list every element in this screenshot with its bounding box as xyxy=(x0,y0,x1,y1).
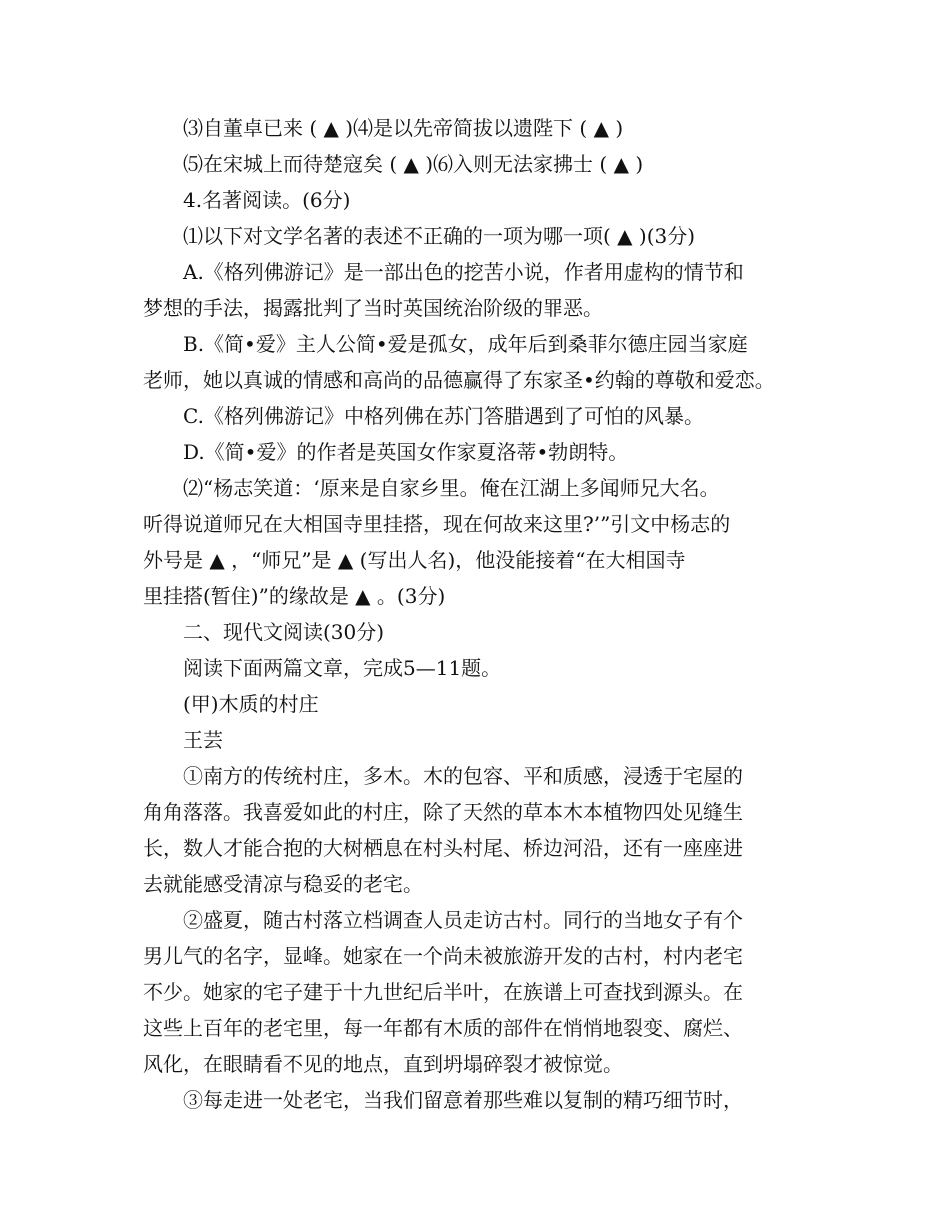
text-line xyxy=(0,578,950,614)
line-text: C.《格列佛游记》中格列佛在苏门答腊遇到了可怕的风暴。 xyxy=(183,404,704,428)
text-line xyxy=(0,398,950,434)
text-line xyxy=(0,794,950,830)
line-text: 梦想的手法，揭露批判了当时英国统治阶级的罪恶。 xyxy=(143,296,603,320)
line-text: 阅读下面两篇文章，完成5—11题。 xyxy=(183,656,502,680)
line-text: D.《简•爱》的作者是英国女作家夏洛蒂•勃朗特。 xyxy=(183,440,629,464)
article-title xyxy=(0,686,950,722)
text-line xyxy=(0,506,950,542)
text-line xyxy=(0,470,950,506)
text-line xyxy=(0,902,950,938)
line-text: 老师，她以真诚的情感和高尚的品德赢得了东家圣•约翰的尊敬和爱恋。 xyxy=(143,368,775,392)
line-text: 4.名著阅读。(6分) xyxy=(183,188,351,212)
text-line xyxy=(0,218,950,254)
text-line xyxy=(0,434,950,470)
text-line xyxy=(0,254,950,290)
line-text: 外号是 ▲ ，“师兄”是 ▲ (写出人名)，他没能接着“在大相国寺 xyxy=(143,548,686,572)
text-line xyxy=(0,290,950,326)
text-line xyxy=(0,182,950,218)
text-line xyxy=(0,1046,950,1082)
text-line xyxy=(0,1082,950,1118)
line-text: (甲)木质的村庄 xyxy=(183,692,319,716)
text-line xyxy=(0,830,950,866)
text-line xyxy=(0,650,950,686)
text-line xyxy=(0,938,950,974)
line-text: 听得说道师兄在大相国寺里挂搭，现在何故来这里?’”引文中杨志的 xyxy=(143,512,731,536)
line-text: ②盛夏，随古村落立档调查人员走访古村。同行的当地女子有个 xyxy=(183,908,743,932)
line-text: ⑸在宋城上而待楚寇矣 ( ▲ )⑹入则无法家拂士 ( ▲ ) xyxy=(183,152,644,176)
line-text: 不少。她家的宅子建于十九世纪后半叶，在族谱上可查找到源头。在 xyxy=(143,980,743,1004)
line-text: ⑵“杨志笑道：‘原来是自家乡里。俺在江湖上多闻师兄大名。 xyxy=(183,476,720,500)
text-line xyxy=(0,542,950,578)
line-text: 去就能感受清凉与稳妥的老宅。 xyxy=(143,872,423,896)
text-line xyxy=(0,758,950,794)
line-text: 长，数人才能合抱的大树栖息在村头村尾、桥边河沿，还有一座座进 xyxy=(143,836,743,860)
line-text: ⑶自董卓已来 ( ▲ )⑷是以先帝简拔以遗陛下 ( ▲ ) xyxy=(183,116,624,140)
article-author xyxy=(0,722,950,758)
text-line xyxy=(0,146,950,182)
line-text: 王芸 xyxy=(183,728,223,752)
line-text: ⑴以下对文学名著的表述不正确的一项为哪一项( ▲ )(3分) xyxy=(183,224,696,248)
line-text: B.《简•爱》主人公简•爱是孤女，成年后到桑菲尔德庄园当家庭 xyxy=(183,332,748,356)
line-text: ③每走进一处老宅，当我们留意着那些难以复制的精巧细节时， xyxy=(183,1088,743,1112)
section-heading xyxy=(0,614,950,650)
document-page xyxy=(0,110,950,1118)
text-line xyxy=(0,866,950,902)
line-text: 这些上百年的老宅里，每一年都有木质的部件在悄悄地裂变、腐烂、 xyxy=(143,1016,743,1040)
line-text: 角角落落。我喜爱如此的村庄，除了天然的草本木本植物四处见缝生 xyxy=(143,800,743,824)
line-text: 里挂搭(暂住)”的缘故是 ▲ 。(3分) xyxy=(143,584,446,608)
line-text: ①南方的传统村庄，多木。木的包容、平和质感，浸透于宅屋的 xyxy=(183,764,743,788)
line-text: 风化，在眼睛看不见的地点，直到坍塌碎裂才被惊觉。 xyxy=(143,1052,623,1076)
text-line xyxy=(0,974,950,1010)
text-line xyxy=(0,362,950,398)
text-line xyxy=(0,326,950,362)
line-text: A.《格列佛游记》是一部出色的挖苦小说，作者用虚构的情节和 xyxy=(183,260,744,284)
line-text: 男儿气的名字，显峰。她家在一个尚未被旅游开发的古村，村内老宅 xyxy=(143,944,743,968)
text-line xyxy=(0,1010,950,1046)
line-text: 二、现代文阅读(30分) xyxy=(183,620,385,644)
text-line xyxy=(0,110,950,146)
